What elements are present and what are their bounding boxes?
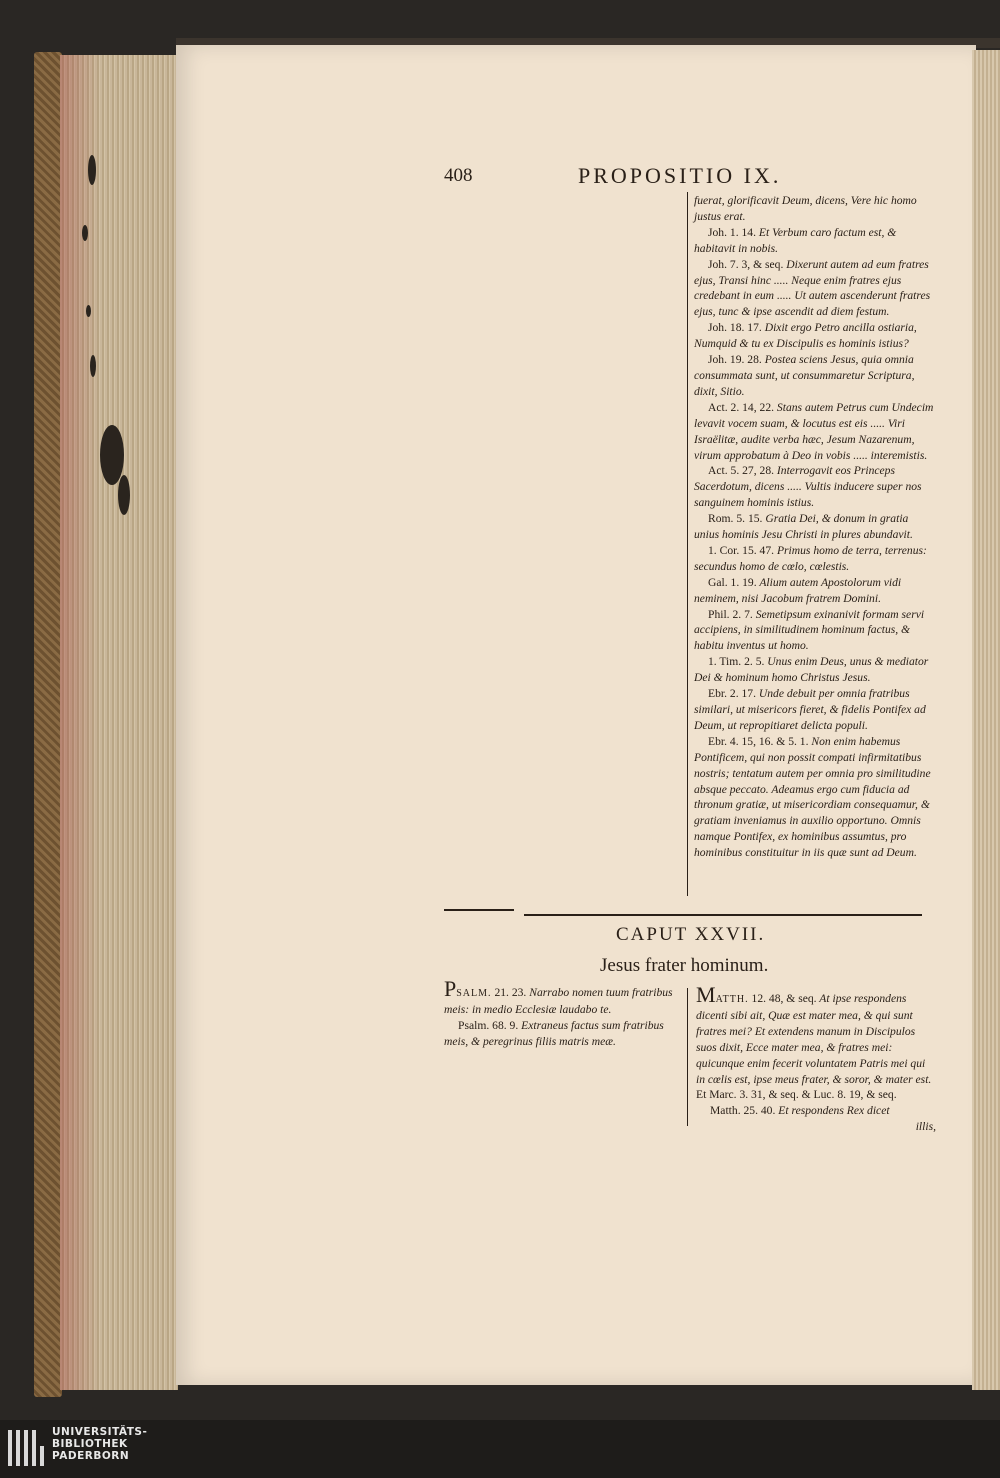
entry (694, 575, 936, 607)
entry-ref: Phil. 2. 7. (708, 607, 753, 621)
entry-ref: Rom. 5. 15. (708, 512, 763, 526)
entry (694, 686, 936, 734)
column-rule (687, 192, 688, 896)
chapter-subtitle: Jesus frater hominum. (600, 955, 769, 976)
entry-ref: 1. Tim. 2. 5. (708, 655, 765, 669)
entry-ref: Ebr. 2. 17. (708, 687, 756, 701)
catchword: illis, (915, 1120, 936, 1134)
entry-text: Alium autem Apostolorum vidi neminem, nisi Jacobum fratrem Domini. (694, 575, 902, 605)
entry-text: Interrogavit eos Princeps Sacerdotum, dicens ..... Vultis inducere super nos sanguinem hominis istius. (694, 464, 922, 510)
entry-text: Stans autem Petrus cum Undecim levavit vocem suam, & locutus est eis ..... Viri Israëlitæ, audite verba hæc, Jesum Nazarenum, virum approbatum à Deo in vobis ..... interemistis. (694, 400, 934, 462)
entry-ref: Joh. 7. 3, & seq. (708, 257, 784, 271)
chapter-heading: CAPUT XXVII. (616, 924, 766, 945)
entry-text: Extraneus factus sum fratribus meis, & peregrinus filiis matris meæ. (444, 1018, 664, 1048)
entry-text: Dixit ergo Petro ancilla ostiaria, Numquid & tu ex Discipulis es hominis istius? (694, 321, 917, 351)
logo-line: UNIVERSITÄTS- (52, 1426, 148, 1438)
entry-text: Non enim habemus Pontificem, qui non possit compati infirmitatibus nostris; tentatum autem per omnia pro similitudine absque peccato. Adeamus ergo cum fiducia ad thronum gratiæ, ut misericordiam consequamur, & gratiam inveniamus in auxilio opportuno. Omnis namque Pontifex, ex hominibus assumtus, pro hominibus constituitur in iis quæ sunt ad Deum. (694, 734, 931, 860)
entry-text: Unde debuit per omnia fratribus similari, ut misericors fieret, & fidelis Pontifex ad Deum, ut repropitiaret delicta populi. (694, 687, 926, 732)
book-spine-edge (34, 52, 62, 1397)
entry (694, 257, 936, 321)
right-column (694, 193, 936, 861)
entry (694, 225, 936, 257)
page-number: 408 (444, 165, 473, 186)
entry-text: Postea sciens Jesus, quia omnia consummata sunt, ut consummaretur Scriptura, dixit, Sitio. (694, 353, 915, 398)
book-fore-edge (60, 55, 178, 1390)
entry-ref: Joh. 19. 28. (708, 353, 762, 367)
entry-ref: 21. 23. (491, 986, 527, 999)
entry (694, 607, 936, 655)
library-logo-bar (0, 1420, 1000, 1478)
section-rule (444, 909, 514, 911)
running-head: PROPOSITIO IX. (578, 163, 782, 188)
entry (444, 1018, 680, 1050)
entry-ref: Psalm. 68. 9. (458, 1018, 519, 1032)
entry-ref: Ebr. 4. 15, 16. & 5. 1. (708, 734, 809, 748)
left-lower-column (444, 976, 680, 1050)
entry-smallcaps: ATTH. (715, 994, 749, 1005)
entry (694, 463, 936, 511)
library-logo-text (52, 1426, 147, 1462)
right-lower-column (696, 982, 936, 1135)
entry-ref: Act. 5. 27, 28. (708, 464, 775, 478)
entry (694, 511, 936, 543)
entry-ref: Act. 2. 14, 22. (708, 400, 775, 414)
entry-text: Unus enim Deus, unus & mediator Dei & hominum homo Christus Jesus. (694, 655, 929, 685)
library-logo-icon (8, 1430, 46, 1470)
entry-text: Et respondens Rex dicet (778, 1104, 890, 1118)
entry-text: Gratia Dei, & donum in gratia unius hominis Jesu Christi in plures abundavit. (694, 512, 913, 542)
logo-line: PADERBORN (52, 1450, 130, 1462)
entry-ref: 1. Cor. 15. 47. (708, 543, 775, 557)
entry (696, 982, 936, 1103)
section-rule (524, 914, 922, 916)
entry-text: Dixerunt autem ad eum fratres ejus, Transi hinc ..... Neque enim fratres ejus credebant in eum ..... Ut autem ascenderunt fratres ejus, tunc & ipse ascendit ad diem festum. (694, 257, 931, 319)
entry (694, 734, 936, 861)
entry (694, 352, 936, 400)
entry-text: At ipse respondens dicenti sibi ait, Quæ est mater mea, & qui sunt fratres mei? Et extendens manum in Discipulos suos dixit, Ecce mater mea, & fratres mei: quicunque enim fecerit voluntatem Patris mei qui in cœlis est, ipse meus frater, & soror, & mater est. (696, 992, 932, 1086)
entry-tail: Et Marc. 3. 31, & seq. & Luc. 8. 19, & seq. (696, 1088, 897, 1102)
entry-smallcaps: SALM. (456, 988, 492, 999)
entry-ref: Gal. 1. 19. (708, 575, 757, 589)
entry-text: Narrabo nomen tuum fratribus meis: in medio Ecclesiæ laudabo te. (444, 986, 673, 1016)
drop-cap: M (696, 982, 716, 1007)
entry (444, 976, 680, 1018)
entry-text: Et Verbum caro factum est, & habitavit in nobis. (694, 225, 897, 255)
logo-line: BIBLIOTHEK (52, 1438, 128, 1450)
drop-cap: P (444, 976, 457, 1001)
entry (694, 654, 936, 686)
entry-ref: Matth. 25. 40. (710, 1104, 776, 1118)
entry-text: fuerat, glorificavit Deum, dicens, Vere hic homo justus erat. (694, 194, 917, 223)
entry-text: Semetipsum exinanivit formam servi accipiens, in similitudinem hominum factus, & habitu inventus ut homo. (694, 607, 925, 653)
entry-text: Primus homo de terra, terrenus: secundus homo de cœlo, cœlestis. (694, 543, 927, 573)
entry-ref: 12. 48, & seq. (748, 992, 817, 1005)
entry (694, 400, 936, 464)
column-rule (687, 988, 688, 1126)
entry (696, 1103, 936, 1119)
book-right-edge (972, 50, 1000, 1390)
entry (694, 193, 936, 225)
entry-ref: Joh. 18. 17. (708, 321, 762, 335)
entry-ref: Joh. 1. 14. (708, 225, 756, 239)
entry (694, 543, 936, 575)
entry (694, 320, 936, 352)
